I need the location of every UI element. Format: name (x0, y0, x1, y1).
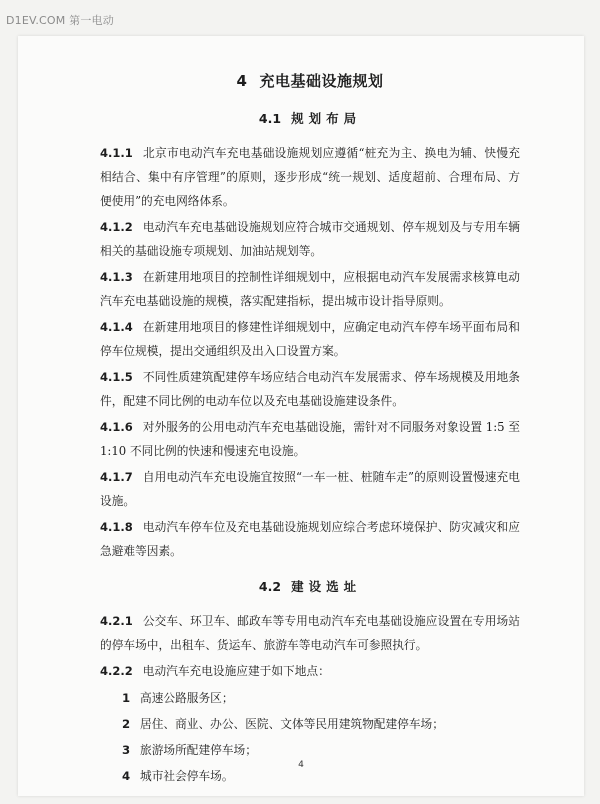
section-title (100, 577, 520, 595)
clause-number: 4.2.2 (100, 664, 133, 678)
clause-number: 4.1.2 (100, 220, 133, 234)
watermark-text: D1EV.COM 第一电动 (6, 14, 114, 27)
page-number: 4 (298, 760, 304, 770)
section-title-text: 规划布局 (291, 111, 362, 126)
clause-text: 自用电动汽车充电设施宜按照“一车一桩、桩随车走”的原则设置慢速充电设施。 (100, 470, 520, 508)
clause-text: 公交车、环卫车、邮政车等专用电动汽车充电基础设施应设置在专用场站的停车场中，出租车、货运车、旅游车等电动汽车可参照执行。 (100, 614, 520, 652)
list-item-text: 居住、商业、办公、医院、文体等民用建筑物配建停车场； (140, 717, 444, 731)
clause-number: 4.1.7 (100, 470, 133, 484)
clause-text: 不同性质建筑配建停车场应结合电动汽车发展需求、停车场规模及用地条件，配建不同比例的电动车位以及充电基础设施建设条件。 (100, 370, 520, 408)
chapter-title-text: 充电基础设施规划 (259, 72, 384, 90)
clause-number: 4.1.6 (100, 420, 133, 434)
clause (100, 215, 520, 263)
list-item-text: 高速公路服务区； (140, 691, 234, 705)
page-content (100, 70, 520, 789)
chapter-number: 4 (236, 72, 248, 90)
chapter-title (100, 70, 520, 91)
list-item-number: 3 (122, 743, 131, 757)
list-item-number: 1 (122, 691, 131, 705)
list-item (100, 685, 520, 711)
clause-text: 北京市电动汽车充电基础设施规划应遵循“桩充为主、换电为辅、快慢充相结合、集中有序管理”的原则，逐步形成“统一规划、适度超前、合理布局、方便使用”的充电网络体系。 (100, 146, 520, 208)
section-title-text: 建设选址 (291, 579, 362, 594)
clause-number: 4.1.3 (100, 270, 133, 284)
clause-number: 4.2.1 (100, 614, 133, 628)
clause-text: 电动汽车充电设施应建于如下地点： (142, 664, 330, 678)
list-item-number: 4 (122, 769, 131, 783)
clause (100, 141, 520, 213)
section-number: 4.1 (258, 111, 282, 126)
clause (100, 315, 520, 363)
list-item-number: 2 (122, 717, 131, 731)
document-page (18, 36, 584, 796)
section-number: 4.2 (258, 579, 282, 594)
list-item-text: 城市社会停车场。 (140, 769, 234, 783)
clause-number: 4.1.1 (100, 146, 133, 160)
clause-text: 对外服务的公用电动汽车充电基础设施，需针对不同服务对象设置 1:5 至 1:10 不同比例的快速和慢速充电设施。 (100, 420, 520, 458)
clause (100, 265, 520, 313)
clause (100, 659, 520, 683)
clause-number: 4.1.8 (100, 520, 133, 534)
clause-number: 4.1.5 (100, 370, 133, 384)
clause-text: 在新建用地项目的控制性详细规划中，应根据电动汽车发展需求核算电动汽车充电基础设施的规模，落实配建指标，提出城市设计指导原则。 (100, 270, 520, 308)
list-item (100, 711, 520, 737)
clause (100, 609, 520, 657)
clause-text: 电动汽车停车位及充电基础设施规划应综合考虑环境保护、防灾减灾和应急避难等因素。 (100, 520, 520, 558)
clause-number: 4.1.4 (100, 320, 133, 334)
list-item-text: 旅游场所配建停车场； (140, 743, 257, 757)
clause (100, 365, 520, 413)
clause (100, 465, 520, 513)
clause (100, 515, 520, 563)
clause-text: 在新建用地项目的修建性详细规划中，应确定电动汽车停车场平面布局和停车位规模，提出交通组织及出入口设置方案。 (100, 320, 520, 358)
clause-text: 电动汽车充电基础设施规划应符合城市交通规划、停车规划及与专用车辆相关的基础设施专项规划、加油站规划等。 (100, 220, 520, 258)
section-title (100, 109, 520, 127)
clause (100, 415, 520, 463)
